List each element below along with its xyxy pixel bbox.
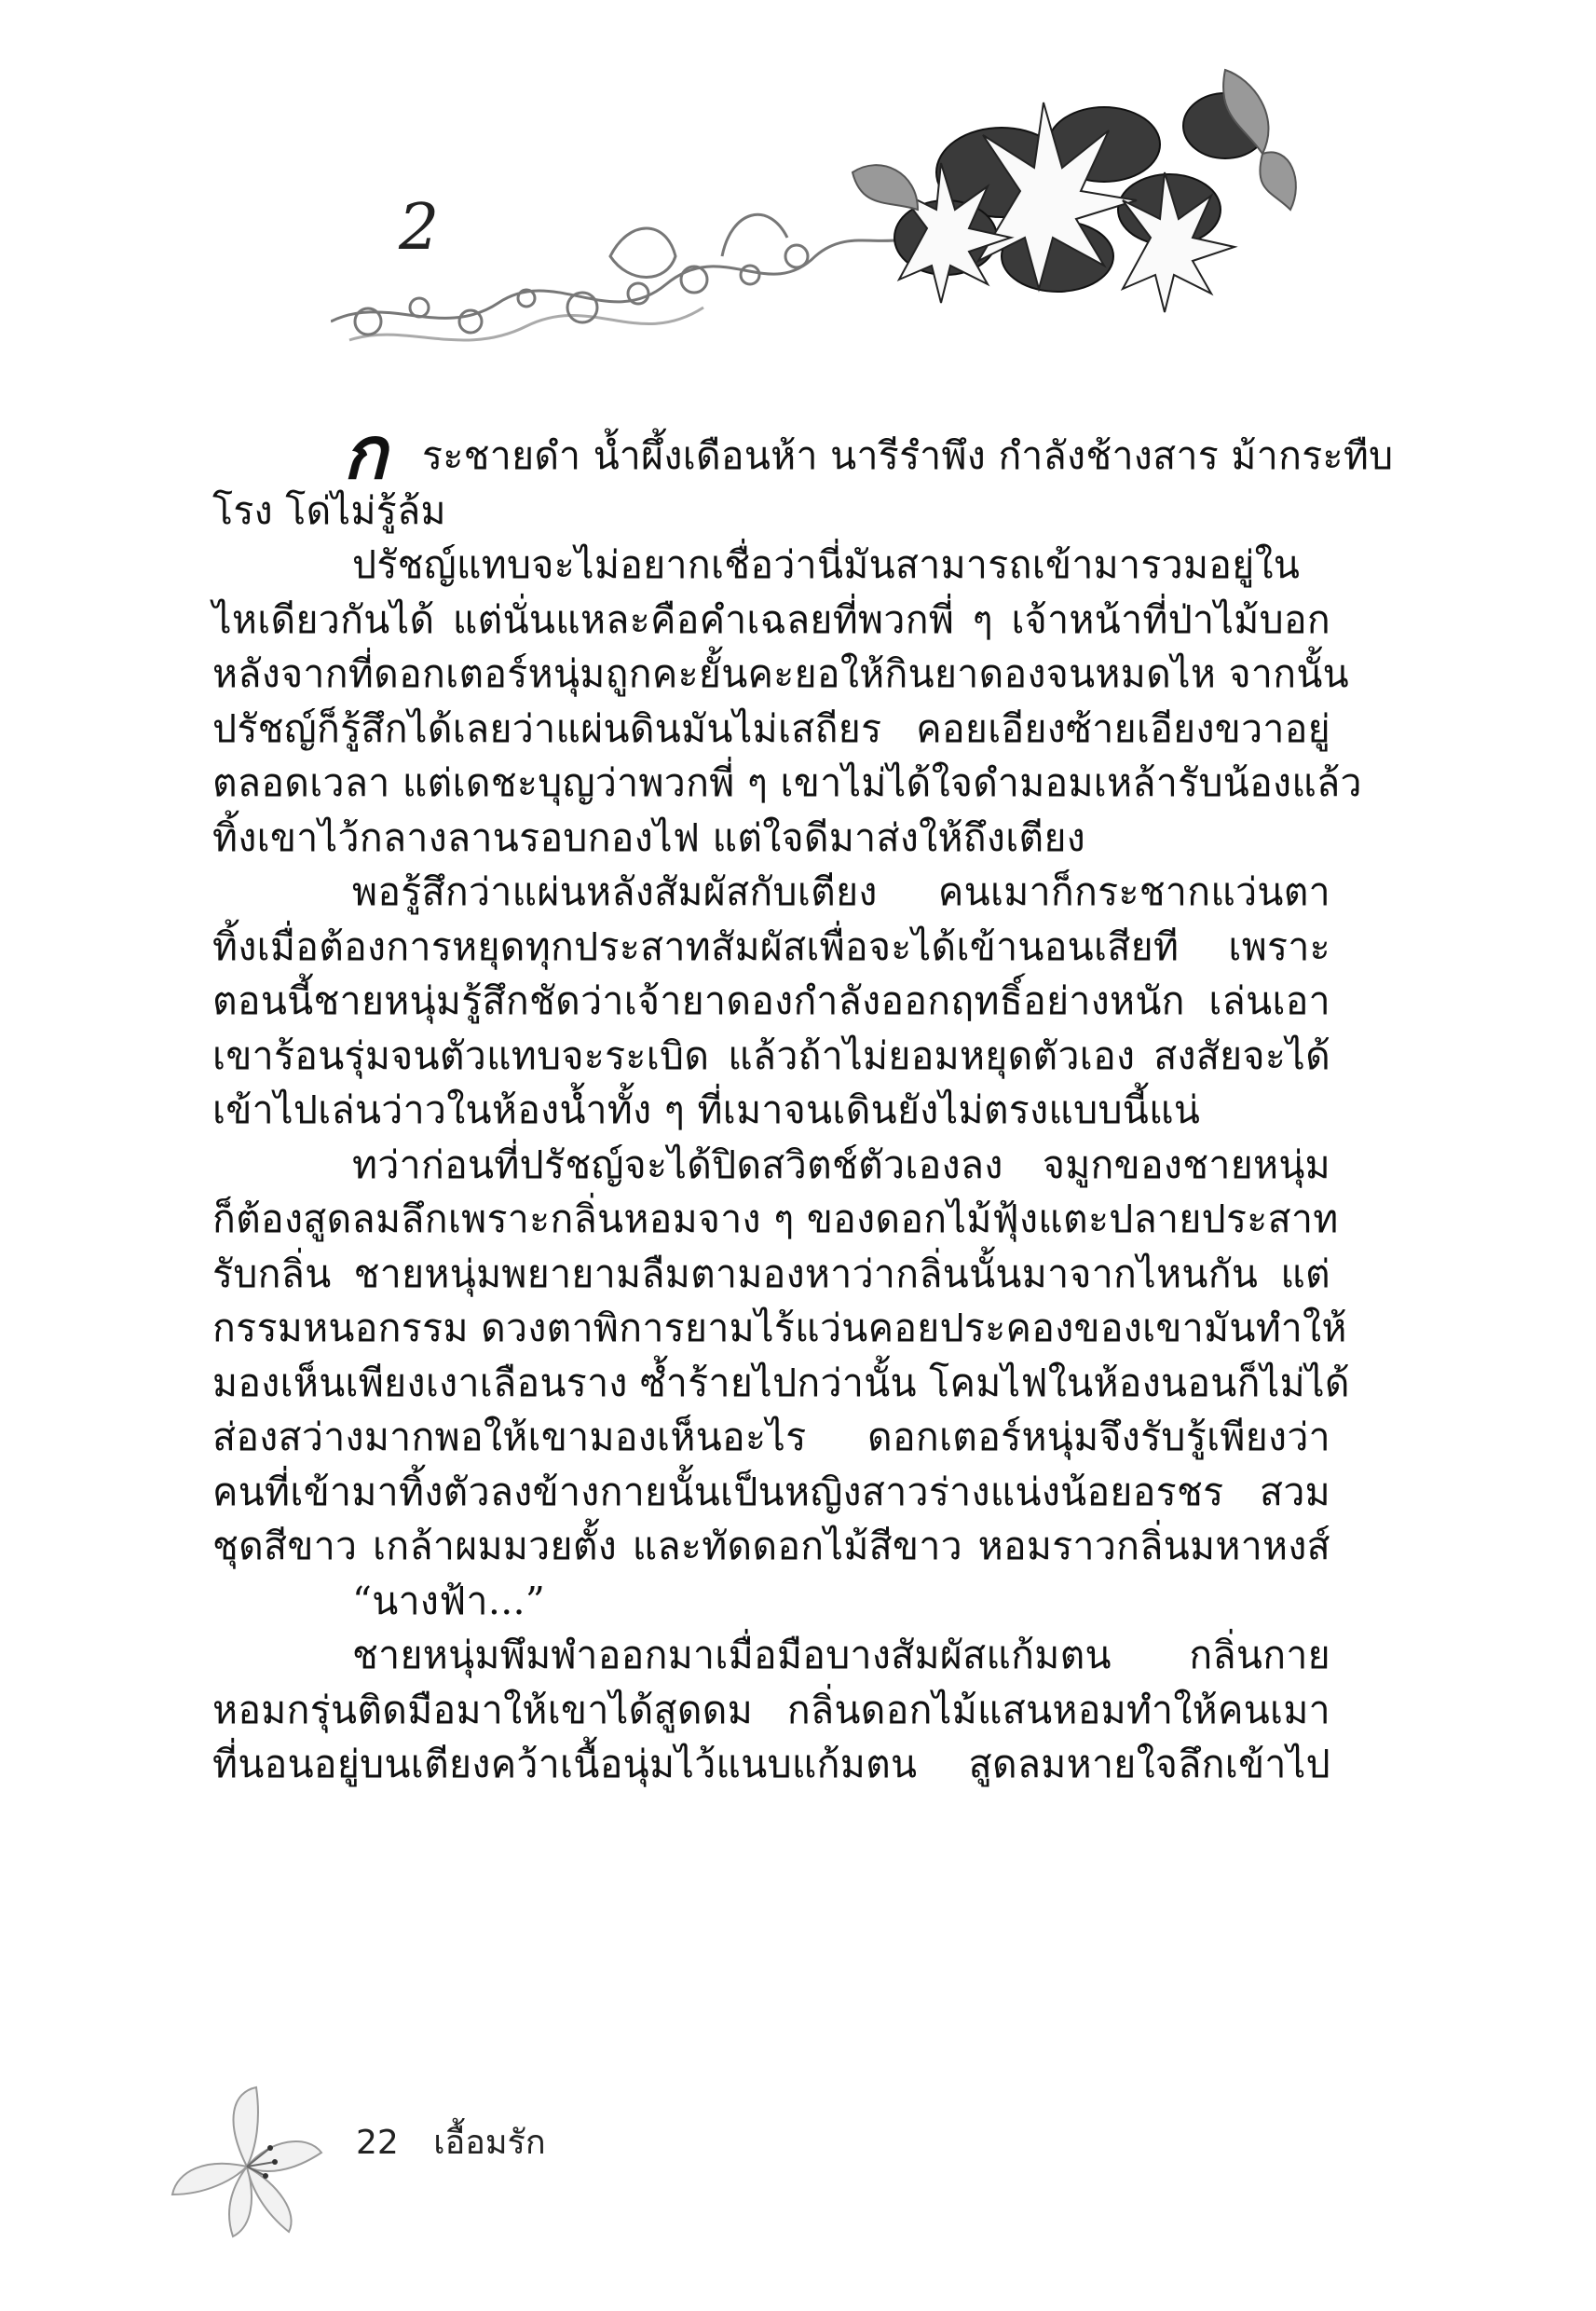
first-line-text: ระชายดำ น้ำผึ้งเดือนห้า นารีรำพึง กำลังช้างสาร ม้ากระทืบ: [422, 433, 1394, 478]
text-line: เขาร้อนรุ่มจนตัวแทบจะระเบิด แล้วถ้าไม่ยอมหยุดตัวเอง สงสัยจะได้: [212, 1032, 1330, 1078]
text-line: ก็ต้องสูดลมลึกเพราะกลิ่นหอมจาง ๆ ของดอกไม้ฟุ้งแตะปลายประสาท: [212, 1197, 1339, 1241]
chapter-number: 2: [399, 191, 440, 265]
text-line: มองเห็นเพียงเงาเลือนราง ซ้ำร้ายไปกว่านั้น โคมไฟในห้องนอนก็ไม่ได้: [212, 1360, 1350, 1405]
page-footer: [356, 2115, 546, 2168]
first-line: [212, 412, 1394, 496]
text-line: ที่นอนอยู่บนเตียงคว้าเนื้อนุ่มไว้แนบแก้มตน สูดลมหายใจลึกเข้าไป: [212, 1742, 1330, 1786]
text-line: ชุดสีขาว เกล้าผมมวยตั้ง และทัดดอกไม้สีขาว หอมราวกลิ่นมหาหงส์: [212, 1524, 1330, 1568]
text-line: พอรู้สึกว่าแผ่นหลังสัมผัสกับเตียง คนเมาก็กระชากแว่นตา: [352, 869, 1330, 914]
text-line: ชายหนุ่มพึมพำออกมาเมื่อมือบางสัมผัสแก้มตน กลิ่นกาย: [352, 1633, 1330, 1677]
text-line: ปรัชญ์แทบจะไม่อยากเชื่อว่านี่มันสามารถเข้ามารวมอยู่ใน: [352, 542, 1301, 587]
floral-ornament-icon: [331, 42, 1309, 377]
text-line: กรรมหนอกรรม ดวงตาพิการยามไร้แว่นคอยประคองของเขามันทำให้: [212, 1306, 1347, 1350]
text-line: โรง โด่ไม่รู้ล้ม: [212, 487, 446, 533]
body-text: [212, 412, 1394, 1792]
dialogue-line: “นางฟ้า...”: [352, 1578, 546, 1623]
text-line: คนที่เข้ามาทิ้งตัวลงข้างกายนั้นเป็นหญิงสาวร่างแน่งน้อยอรชร สวม: [212, 1469, 1330, 1514]
text-line: ตอนนี้ชายหนุ่มรู้สึกชัดว่าเจ้ายาดองกำลังออกฤทธิ์อย่างหนัก เล่นเอา: [212, 978, 1330, 1023]
text-line: ปรัชญ์ก็รู้สึกได้เลยว่าแผ่นดินมันไม่เสถียร คอยเอียงซ้ายเอียงขวาอยู่: [212, 705, 1330, 751]
text-line: รับกลิ่น ชายหนุ่มพยายามลืมตามองหาว่ากลิ่นนั้นมาจากไหนกัน แต่: [212, 1251, 1330, 1296]
text-line: ทิ้งเมื่อต้องการหยุดทุกประสาทสัมผัสเพื่อจะได้เข้านอนเสียที เพราะ: [212, 923, 1330, 969]
text-line: ส่องสว่างมากพอให้เขามองเห็นอะไร ดอกเตอร์หนุ่มจึงรับรู้เพียงว่า: [212, 1415, 1330, 1459]
text-line: ทว่าก่อนที่ปรัชญ์จะได้ปิดสวิตช์ตัวเองลง จมูกของชายหนุ่ม: [352, 1142, 1330, 1187]
drop-cap: ก: [343, 412, 388, 496]
text-line: หลังจากที่ดอกเตอร์หนุ่มถูกคะยั้นคะยอให้กินยาดองจนหมดไห จากนั้น: [212, 651, 1349, 696]
text-line: หอมกรุ่นติดมือมาให้เขาได้สูดดม กลิ่นดอกไม้แสนหอมทำให้คนเมา: [212, 1687, 1330, 1732]
page-number: 22: [356, 2124, 399, 2162]
text-line: เข้าไปเล่นว่าวในห้องน้ำทั้ง ๆ ที่เมาจนเดินยังไม่ตรงแบบนี้แน่: [212, 1087, 1201, 1132]
text-line: ตลอดเวลา แต่เดชะบุญว่าพวกพี่ ๆ เขาไม่ได้ใจดำมอมเหล้ารับน้องแล้ว: [212, 760, 1362, 805]
text-line: ทิ้งเขาไว้กลางลานรอบกองไฟ แต่ใจดีมาส่งให้ถึงเตียง: [212, 814, 1086, 860]
book-title: เอื้อมรัก: [433, 2124, 546, 2162]
text-line: ไหเดียวกันได้ แต่นั่นแหละคือคำเฉลยที่พวกพี่ ๆ เจ้าหน้าที่ป่าไม้บอก: [212, 596, 1330, 642]
lily-flower-icon: [168, 2083, 326, 2241]
